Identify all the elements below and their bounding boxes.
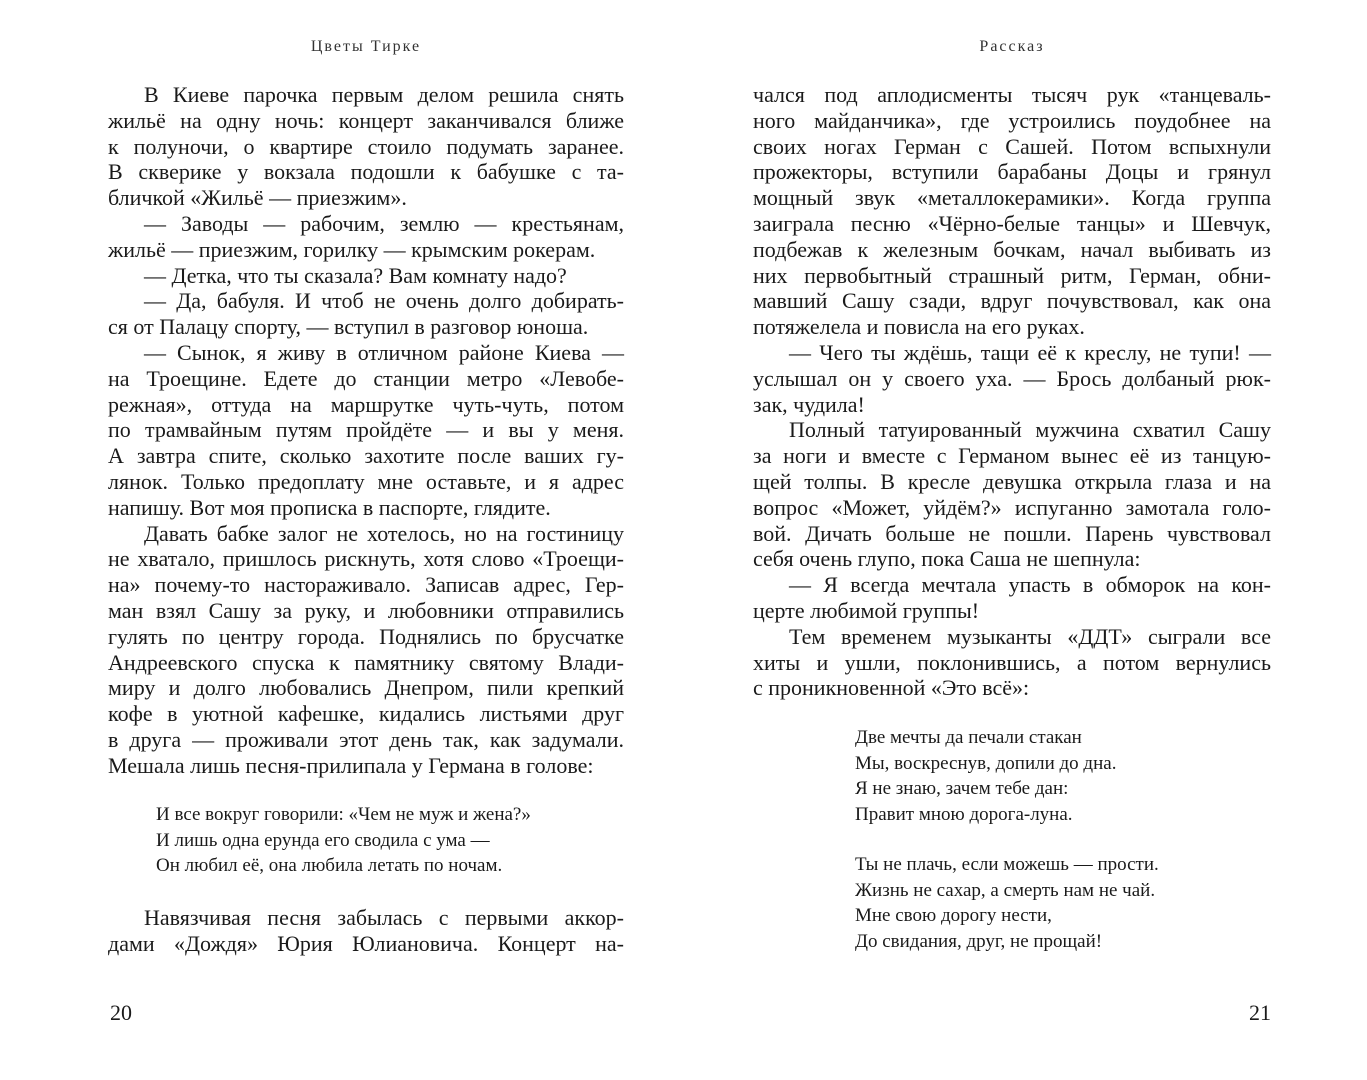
text-line: Давать бабке залог не хотелось, но на гостиницу: [144, 520, 624, 546]
text-line: дами «Дождя» Юрия Юлиановича. Концерт на-: [108, 930, 624, 956]
text-line: щей толпы. В кресле девушка открыла глаза и на: [753, 468, 1271, 494]
text-line: в друга — проживали этот день так, как задумали.: [108, 726, 624, 752]
verse-line: До свидания, друг, не прощай!: [855, 930, 1103, 952]
text-line: к полуночи, о квартире стоило подумать заранее.: [108, 133, 624, 159]
text-line: на» почему-то настораживало. Записав адрес, Гер-: [108, 572, 624, 598]
text-line: — Чего ты ждёшь, тащи её к креслу, не тупи! —: [789, 339, 1271, 365]
text-line: В скверике у вокзала подошли к бабушке с та-: [108, 159, 624, 185]
text-line: по трамвайным путям пройдёте — и вы у меня.: [108, 417, 624, 443]
text-line: них первобытный страшный ритм, Герман, обни-: [753, 262, 1271, 288]
text-line: вой. Дичать больше не пошли. Парень чувствовал: [753, 520, 1271, 546]
verse-line: Он любил её, она любила летать по ночам.: [156, 855, 503, 876]
text-line: церте любимой группы!: [753, 597, 980, 623]
text-line: своих ногах Герман с Сашей. Потом вспыхнули: [753, 133, 1271, 159]
text-line: за ноги и вместе с Германом вынес её из танцую-: [753, 443, 1271, 469]
text-line: ся от Палацу спорту, — вступил в разговор юноша.: [108, 314, 589, 340]
text-line: потяжелела и повисла на его руках.: [753, 314, 1085, 340]
text-line: — Да, бабуля. И чтоб не очень долго добирать-: [144, 288, 624, 314]
text-line: подбежав к железным бочкам, начал выбивать из: [753, 236, 1271, 262]
text-line: прожекторы, вступили барабаны Доцы и грянул: [753, 159, 1271, 185]
verse-line: Мы, воскреснув, допили до дна.: [855, 752, 1117, 774]
page-number: 21: [1249, 1000, 1271, 1025]
right-page: [753, 0, 1271, 1080]
text-line: ман взял Сашу за руку, и любовники отправились: [108, 597, 624, 623]
verse-line: Две мечты да печали стакан: [855, 727, 1082, 748]
page-number: 20: [110, 1000, 132, 1025]
verse-block: [855, 725, 1159, 954]
left-page: [108, 0, 624, 1080]
text-line: Тем временем музыканты «ДДТ» сыграли все: [789, 623, 1271, 649]
prose-block: [753, 82, 1271, 701]
text-line: зак, чудила!: [753, 391, 865, 417]
text-line: А завтра спите, сколько захотите после ваших гу-: [108, 443, 624, 469]
prose-block: [108, 82, 624, 779]
text-line: заиграла песню «Чёрно-белые танцы» и Шевчук,: [753, 210, 1271, 236]
verse-line: Ты не плачь, если можешь — прости.: [855, 854, 1159, 875]
verse-line: Правит мною дорога-луна.: [855, 803, 1073, 825]
prose-block: [108, 905, 624, 957]
text-line: — Я всегда мечтала упасть в обморок на кон-: [789, 572, 1271, 598]
text-line: ного майданчика», где устроились поудобнее на: [753, 107, 1271, 133]
verse-line: Я не знаю, зачем тебе дан:: [855, 778, 1069, 799]
running-head: Рассказ: [979, 38, 1045, 55]
verse-block: [156, 802, 531, 879]
text-line: напишу. Вот моя прописка в паспорте, глядите.: [108, 494, 551, 520]
text-line: гулять по центру города. Поднялись по брусчатке: [108, 623, 624, 649]
text-line: бличкой «Жильё — приезжим».: [108, 185, 407, 211]
running-head: Цветы Тирке: [310, 38, 422, 55]
text-line: В Киеве парочка первым делом решила снять: [144, 82, 624, 107]
text-line: с проникновенной «Это всё»:: [753, 675, 1030, 701]
text-line: режная», оттуда на маршрутке чуть-чуть, потом: [108, 391, 624, 417]
text-line: себя очень глупо, пока Саша не шепнула:: [753, 546, 1141, 572]
verse-line: Жизнь не сахар, а смерть нам не чай.: [855, 879, 1156, 901]
text-line: Навязчивая песня забылась с первыми аккор-: [144, 905, 624, 930]
text-line: чался под аплодисменты тысяч рук «танцеваль-: [753, 82, 1271, 107]
text-line: хиты и ушли, поклонившись, а потом вернулись: [753, 649, 1271, 675]
text-line: на Троещине. Едете до станции метро «Левобе-: [108, 365, 624, 391]
text-line: мавший Сашу сзади, вдруг почувствовал, как она: [753, 288, 1271, 314]
text-line: Андреевского спуска к памятнику святому Влади-: [108, 649, 624, 675]
text-line: жильё — приезжим, горилку — крымским рокерам.: [108, 236, 596, 262]
text-line: — Сынок, я живу в отличном районе Киева —: [144, 339, 624, 365]
text-line: — Заводы — рабочим, землю — крестьянам,: [144, 210, 624, 236]
text-line: Полный татуированный мужчина схватил Сашу: [789, 417, 1271, 443]
text-line: не хватало, пришлось рискнуть, хотя слово «Троещи-: [108, 546, 624, 572]
text-line: кофе в уютной кафешке, кидались листьями друг: [108, 701, 624, 727]
verse-line: Мне свою дорогу нести,: [855, 905, 1052, 926]
text-line: услышал он у своего уха. — Брось долбаный рюк-: [753, 365, 1271, 391]
text-line: мощный звук «металлокерамики». Когда группа: [753, 185, 1271, 211]
text-line: — Детка, что ты сказала? Вам комнату надо?: [144, 262, 567, 288]
text-line: жильё на одну ночь: концерт заканчивался ближе: [108, 107, 624, 133]
verse-line: И все вокруг говорили: «Чем не муж и жена?»: [156, 804, 531, 825]
text-line: лянок. Только предоплату мне оставьте, и я адрес: [108, 468, 624, 494]
text-line: вопрос «Может, уйдём?» испуганно замотала голо-: [753, 494, 1271, 520]
text-line: миру и долго любовались Днепром, пили крепкий: [108, 675, 624, 701]
stanza-gap: [855, 827, 1159, 852]
verse-line: И лишь одна ерунда его сводила с ума —: [156, 829, 490, 851]
text-line: Мешала лишь песня-прилипала у Германа в голове:: [108, 752, 594, 778]
